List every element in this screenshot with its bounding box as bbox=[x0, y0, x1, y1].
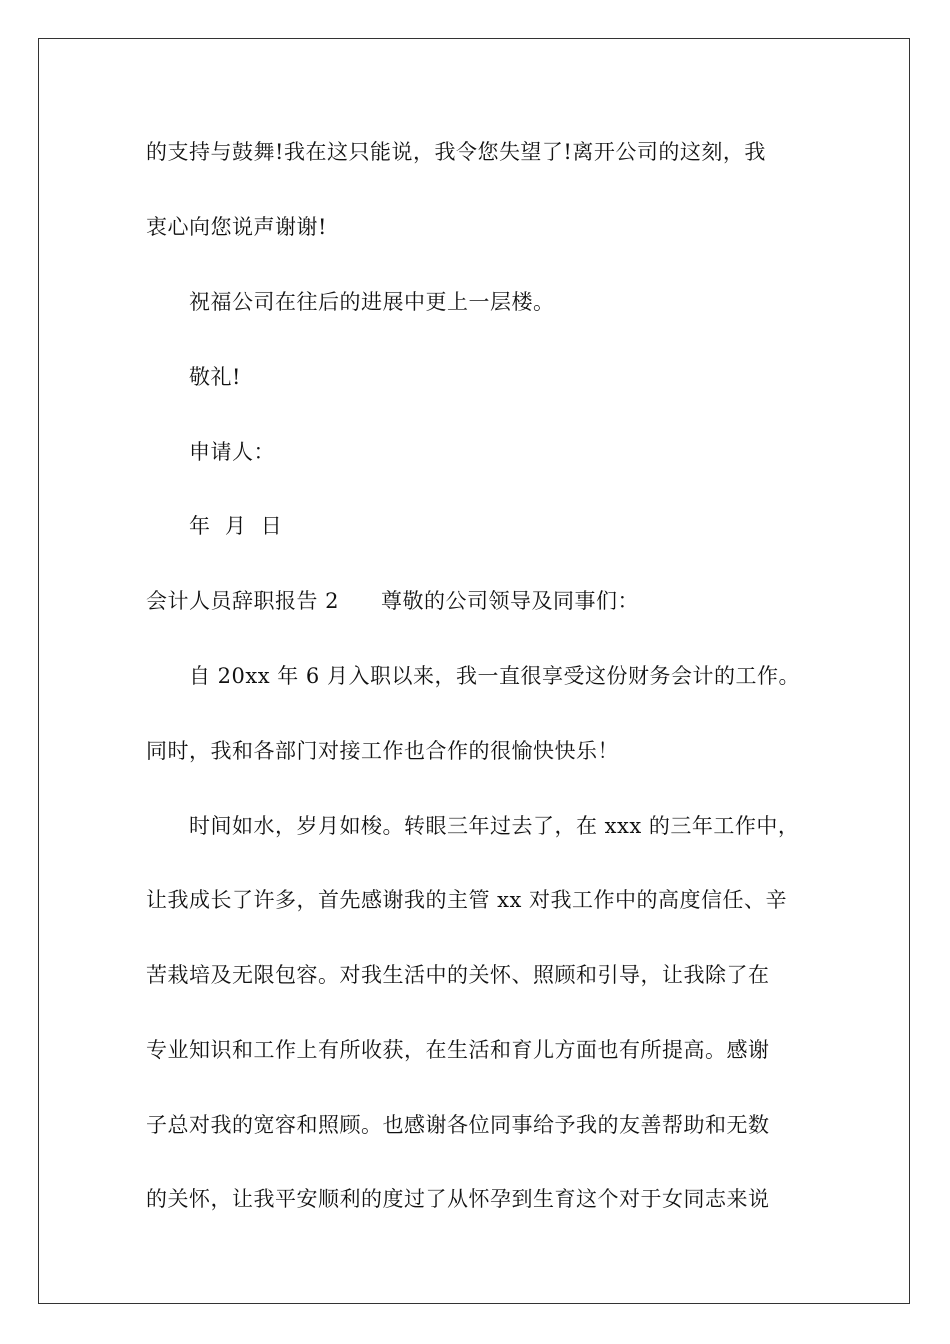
text-line: 专业知识和工作上有所收获，在生活和育儿方面也有所提高。感谢 bbox=[146, 1038, 770, 1062]
text-line: 子总对我的宽容和照顾。也感谢各位同事给予我的友善帮助和无数 bbox=[146, 1113, 770, 1137]
paragraph-start: 自 20xx 年 6 月入职以来，我一直很享受这份财务会计的工作。 bbox=[189, 664, 800, 688]
closing-wish: 祝福公司在往后的进展中更上一层楼。 bbox=[189, 290, 555, 314]
salutation: 尊敬的公司领导及同事们： bbox=[381, 589, 640, 613]
regards: 敬礼! bbox=[189, 365, 241, 389]
text-line: 同时，我和各部门对接工作也合作的很愉快快乐！ bbox=[146, 739, 619, 763]
text-line: 的关怀，让我平安顺利的度过了从怀孕到生育这个对于女同志来说 bbox=[146, 1187, 770, 1211]
section-heading: 会计人员辞职报告 2 bbox=[146, 589, 340, 613]
text-line: 衷心向您说声谢谢! bbox=[146, 215, 327, 239]
text-line: 的支持与鼓舞!我在这只能说，我令您失望了!离开公司的这刻，我 bbox=[146, 140, 766, 164]
paragraph-start: 时间如水，岁月如梭。转眼三年过去了，在 xxx 的三年工作中， bbox=[189, 814, 800, 838]
date-placeholder: 年 月 日 bbox=[189, 514, 283, 538]
text-line: 苦栽培及无限包容。对我生活中的关怀、照顾和引导，让我除了在 bbox=[146, 963, 770, 987]
text-line: 让我成长了许多，首先感谢我的主管 xx 对我工作中的高度信任、辛 bbox=[146, 888, 788, 912]
section-heading-line bbox=[146, 587, 639, 615]
applicant-label: 申请人： bbox=[189, 440, 275, 464]
